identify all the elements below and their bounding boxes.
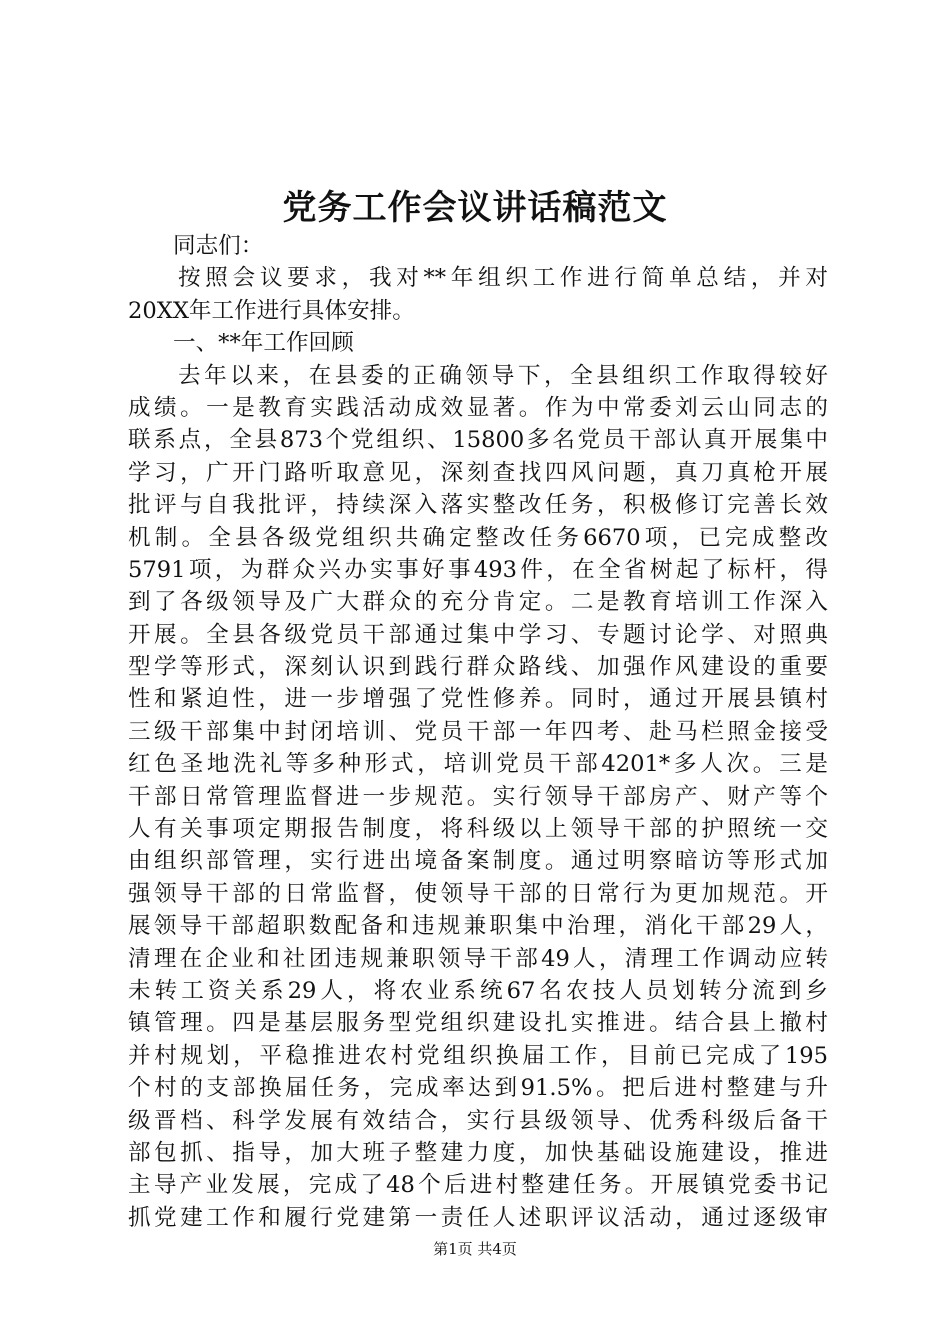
text-line: 20XX年工作进行具体安排。 [128,297,415,324]
text-line: 未转工资关系29人，将农业系统67名农技人员划转分流到乡 [128,977,828,1004]
salutation-line: 同志们： [173,233,264,259]
text-line: 强领导干部的日常监督，使领导干部的日常行为更加规范。开 [128,880,828,907]
text-line: 批评与自我批评，持续深入落实整改任务，积极修订完善长效 [128,492,828,519]
text-line: 三级干部集中封闭培训、党员干部一年四考、赴马栏照金接受 [128,718,828,745]
text-line: 个村的支部换届任务，完成率达到91.5%。把后进村整建与升 [128,1075,828,1102]
text-line: 5791项，为群众兴办实事好事493件，在全省树起了标杆，得 [128,556,828,583]
document-body [128,230,828,1234]
text-line: 干部日常管理监督进一步规范。实行领导干部房产、财产等个 [128,783,828,810]
text-line: 按照会议要求，我对**年组织工作进行简单总结，并对 [178,265,828,292]
page-title: 党务工作会议讲话稿范文 [282,188,668,228]
text-line: 级晋档、科学发展有效结合，实行县级领导、优秀科级后备干 [128,1107,828,1134]
text-line: 去年以来，在县委的正确领导下，全县组织工作取得较好 [178,362,828,389]
text-line: 机制。全县各级党组织共确定整改任务6670项，已完成整改 [128,524,828,551]
text-line: 成绩。一是教育实践活动成效显著。作为中常委刘云山同志的 [128,394,828,421]
text-line: 由组织部管理，实行进出境备案制度。通过明察暗访等形式加 [128,848,828,875]
text-line: 型学等形式，深刻认识到践行群众路线、加强作风建设的重要 [128,654,828,681]
text-line: 红色圣地洗礼等多种形式，培训党员干部4201*多人次。三是 [128,751,828,778]
text-line: 性和紧迫性，进一步增强了党性修养。同时，通过开展县镇村 [128,686,828,713]
text-line: 并村规划，平稳推进农村党组织换届工作，目前已完成了195 [128,1042,828,1069]
text-line: 联系点，全县873个党组织、15800多名党员干部认真开展集中 [128,427,828,454]
text-line: 清理在企业和社团违规兼职领导干部49人，清理工作调动应转 [128,945,828,972]
text-line: 镇管理。四是基层服务型党组织建设扎实推进。结合县上撤村 [128,1010,828,1037]
text-line: 开展。全县各级党员干部通过集中学习、专题讨论学、对照典 [128,621,828,648]
text-line: 主导产业发展，完成了48个后进村整建任务。开展镇党委书记 [128,1172,828,1199]
text-line: 人有关事项定期报告制度，将科级以上领导干部的护照统一交 [128,816,828,843]
text-line: 到了各级领导及广大群众的充分肯定。二是教育培训工作深入 [128,589,828,616]
text-line: 展领导干部超职数配备和违规兼职集中治理，消化干部29人， [128,913,828,940]
text-line: 部包抓、指导，加大班子整建力度，加快基础设施建设，推进 [128,1139,828,1166]
text-line: 学习，广开门路听取意见，深刻查找四风问题，真刀真枪开展 [128,459,828,486]
text-line: 抓党建工作和履行党建第一责任人述职评议活动，通过逐级审 [128,1204,828,1231]
section-heading: 一、**年工作回顾 [173,330,354,357]
page-number-footer: 第1页 共4页 [433,1240,517,1258]
